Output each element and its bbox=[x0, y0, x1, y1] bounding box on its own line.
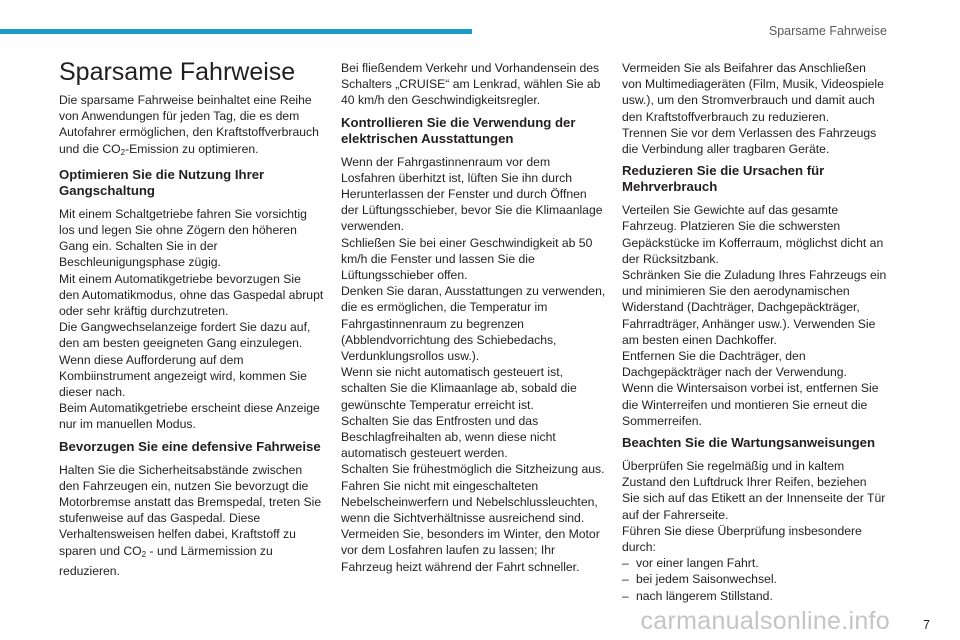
running-title: Sparsame Fahrweise bbox=[768, 24, 887, 38]
defensive-paragraph: Halten Sie die Sicherheitsabstände zwischen den Fahrzeugen ein, nutzen Sie bevorzugt die Motorbremse anstatt das Bremspedal, treten Sie stufenweise auf das Gaspedal. Diese Verhaltensweisen helfen dabei, Kraftstoff zu sparen und $CO_2$ - und Lärmemission zu reduzieren. bbox=[59, 462, 322, 578]
gear-paragraph: Mit einem Schaltgetriebe fahren Sie vorsichtig los und legen Sie ohne Zögern den höheren Gang ein. Schalten Sie in der Beschleunigungsphase zügig. bbox=[59, 206, 307, 270]
electrical-paragraph: Schalten Sie das Entfrosten und das Beschlagfreihalten ab, wenn diese nicht automatisch gesteuert werden. bbox=[341, 413, 556, 461]
heading-weight: Reduzieren Sie die Ursachen für Mehrverbrauch bbox=[622, 163, 825, 195]
heading-gear: Optimieren Sie die Nutzung Ihrer Gangschaltung bbox=[59, 166, 265, 198]
weight-paragraph: Verteilen Sie Gewichte auf das gesamte Fahrzeug. Platzieren Sie die schwersten Gepäckstücke im Kofferraum, möglichst dicht an der Rücksitzbank. bbox=[622, 203, 884, 266]
heading-defensive: Bevorzugen Sie eine defensive Fahrweise bbox=[59, 438, 321, 454]
gear-paragraph: Beim Automatikgetriebe erscheint diese Anzeige nur im manuellen Modus. bbox=[59, 401, 320, 432]
page-number: 7 bbox=[923, 618, 930, 632]
heading-maintenance: Beachten Sie die Wartungsanweisungen bbox=[622, 435, 876, 451]
passenger-paragraph: Trennen Sie vor dem Verlassen des Fahrzeugs die Verbindung aller tragbaren Geräte. bbox=[622, 125, 877, 157]
co2-subscript: 2 bbox=[141, 549, 147, 559]
gear-paragraph: Mit einem Automatikgetriebe bevorzugen Sie den Automatikmodus, ohne das Gaspedal abrupt oder sehr kräftig durchzutreten. bbox=[59, 271, 324, 319]
co2-subscript: 2 bbox=[120, 147, 126, 157]
list-item: – nach längerem Stillstand. bbox=[622, 588, 887, 604]
weight-paragraph: Wenn die Wintersaison vorbei ist, entfernen Sie die Winterreifen und montieren Sie erneut die Sommerreifen. bbox=[622, 381, 879, 428]
electrical-paragraph: Vermeiden Sie, besonders im Winter, den Motor vor dem Losfahren laufen zu lassen; Ihr Fahrzeug heizt während der Fahrt schneller. bbox=[341, 527, 600, 574]
column-left bbox=[59, 58, 324, 579]
gear-paragraph: Die Gangwechselanzeige fordert Sie dazu auf, den am besten geeigneten Gang einzulegen. Wenn diese Aufforderung auf dem Kombiinstrument angezeigt wird, kommen Sie dieser nach. bbox=[59, 320, 311, 400]
column-right bbox=[622, 60, 887, 604]
maintenance-paragraph: Führen Sie diese Überprüfung insbesondere durch: bbox=[622, 523, 862, 555]
weight-paragraph: Schränken Sie die Zuladung Ihres Fahrzeugs ein und minimieren Sie den aerodynamischen Widerstand (Dachträger, Dachgepäckträger, Fahrradträger, Anhänger usw.). Verwenden Sie am besten einen Dachkoffer. bbox=[622, 268, 887, 347]
electrical-paragraph: Schließen Sie bei einer Geschwindigkeit ab 50 km/h die Fenster und lassen Sie die Lüftungsschieber offen. bbox=[341, 235, 593, 283]
electrical-paragraph: Wenn der Fahrgastinnenraum vor dem Losfahren überhitzt ist, lüften Sie ihn durch Herunterlassen der Fenster und durch Öffnen der Lüftungsschieber, bevor Sie die Klimaanlage verwenden. bbox=[341, 154, 603, 234]
electrical-paragraph: Fahren Sie nicht mit eingeschalteten Nebelscheinwerfern und Nebelschlussleuchten, wenn die Sichtverhältnisse ausreichend sind. bbox=[341, 478, 598, 526]
electrical-paragraph: Wenn sie nicht automatisch gesteuert ist, schalten Sie die Klimaanlage ab, sobald die gewünschte Temperatur erreicht ist. bbox=[341, 365, 577, 412]
passenger-paragraph: Vermeiden Sie als Beifahrer das Anschließen von Multimediageräten (Film, Musik, Videospiele usw.), um den Stromverbrauch und damit auch den Kraftstoffverbrauch zu reduzieren. bbox=[622, 61, 884, 124]
electrical-paragraph: Denken Sie daran, Ausstattungen zu verwenden, die es ermöglichen, die Temperatur im Fahrgastinnenraum zu begrenzen (Abblendvorrichtung des Schiebedachs, Verdunklungsrollos usw.). bbox=[341, 284, 606, 364]
maintenance-paragraph: Überprüfen Sie regelmäßig und in kaltem Zustand den Luftdruck Ihrer Reifen, beziehen Sie sich auf das Etikett an der Innenseite der Tür auf der Fahrerseite. bbox=[622, 459, 886, 522]
header-accent-bar bbox=[0, 29, 472, 34]
list-item: – vor einer langen Fahrt. bbox=[622, 555, 887, 571]
list-item: – bei jedem Saisonwechsel. bbox=[622, 571, 887, 587]
maintenance-list bbox=[622, 555, 887, 604]
heading-electrical: Kontrollieren Sie die Verwendung der elektrischen Ausstattungen bbox=[341, 114, 576, 146]
electrical-paragraph: Schalten Sie frühestmöglich die Sitzheizung aus. bbox=[341, 462, 605, 477]
watermark: carmanualsonline.info bbox=[640, 607, 890, 635]
page-title: Sparsame Fahrweise bbox=[59, 58, 296, 86]
intro-paragraph: Die sparsame Fahrweise beinhaltet eine Reihe von Anwendungen für jeden Tag, die es dem Autofahrer ermöglichen, den Kraftstoffverbrauch und die $CO_2$-Emission zu optimieren. bbox=[59, 93, 319, 157]
column-middle bbox=[341, 60, 606, 575]
cruise-paragraph: Bei fließendem Verkehr und Vorhandensein des Schalters „CRUISE“ am Lenkrad, wählen Sie ab 40 km/h den Geschwindigkeitsregler. bbox=[341, 61, 601, 108]
weight-paragraph: Entfernen Sie die Dachträger, den Dachgepäckträger nach der Verwendung. bbox=[622, 349, 847, 380]
